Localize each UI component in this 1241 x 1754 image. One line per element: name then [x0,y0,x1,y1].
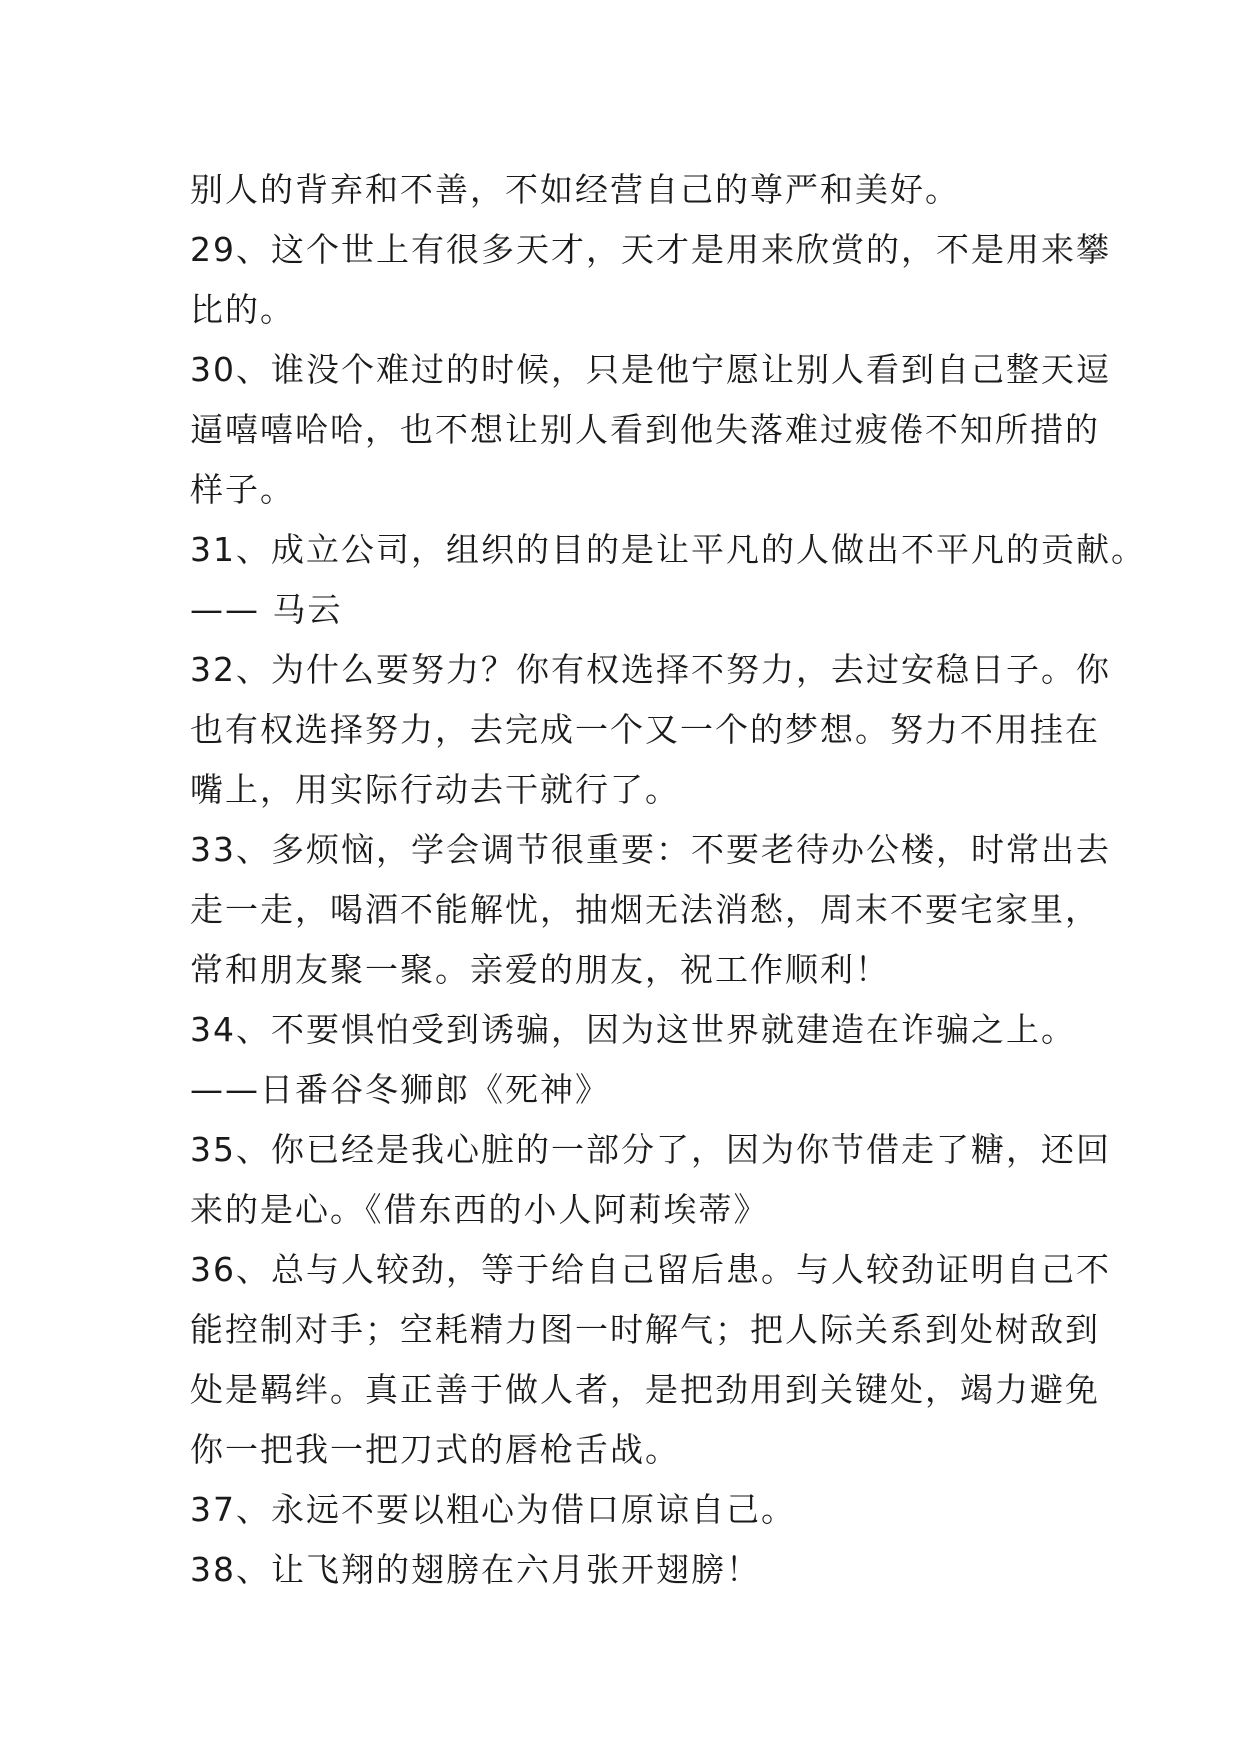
text-line: 逼嘻嘻哈哈，也不想让别人看到他失落难过疲倦不知所措的 [190,410,1100,449]
document-body [190,160,1146,1600]
text-line: 29、这个世上有很多天才，天才是用来欣赏的，不是用来攀 [190,230,1111,269]
text-line: 处是羁绊。真正善于做人者，是把劲用到关键处，竭力避免 [190,1370,1100,1409]
text-line: 别人的背弃和不善，不如经营自己的尊严和美好。 [190,170,960,209]
text-line: 来的是心。《借东西的小人阿莉埃蒂》 [190,1190,769,1229]
text-line: 30、谁没个难过的时候，只是他宁愿让别人看到自己整天逗 [190,350,1111,389]
text-line: 常和朋友聚一聚。亲爱的朋友，祝工作顺利！ [190,950,890,989]
text-line: 也有权选择努力，去完成一个又一个的梦想。努力不用挂在 [190,710,1100,749]
text-line: 34、不要惧怕受到诱骗，因为这世界就建造在诈骗之上。 [190,1010,1076,1049]
text-line: ——日番谷冬狮郎《死神》 [190,1070,610,1109]
text-line: 能控制对手；空耗精力图一时解气；把人际关系到处树敌到 [190,1310,1100,1349]
text-line: 37、永远不要以粗心为借口原谅自己。 [190,1490,796,1529]
text-line: 你一把我一把刀式的唇枪舌战。 [190,1430,680,1469]
text-line: 31、成立公司，组织的目的是让平凡的人做出不平凡的贡献。 [190,530,1146,569]
text-line: 33、多烦恼，学会调节很重要：不要老待办公楼，时常出去 [190,830,1111,869]
text-line: 走一走，喝酒不能解忧，抽烟无法消愁，周末不要宅家里， [190,890,1100,929]
text-line: 嘴上，用实际行动去干就行了。 [190,770,680,809]
text-line: 35、你已经是我心脏的一部分了，因为你节借走了糖，还回 [190,1130,1111,1169]
text-line: 36、总与人较劲，等于给自己留后患。与人较劲证明自己不 [190,1250,1111,1289]
text-line: 38、让飞翔的翅膀在六月张开翅膀！ [190,1550,761,1589]
text-line: 32、为什么要努力？你有权选择不努力，去过安稳日子。你 [190,650,1111,689]
text-line: 比的。 [190,290,295,329]
text-line: —— 马云 [190,590,343,629]
text-line: 样子。 [190,470,295,509]
